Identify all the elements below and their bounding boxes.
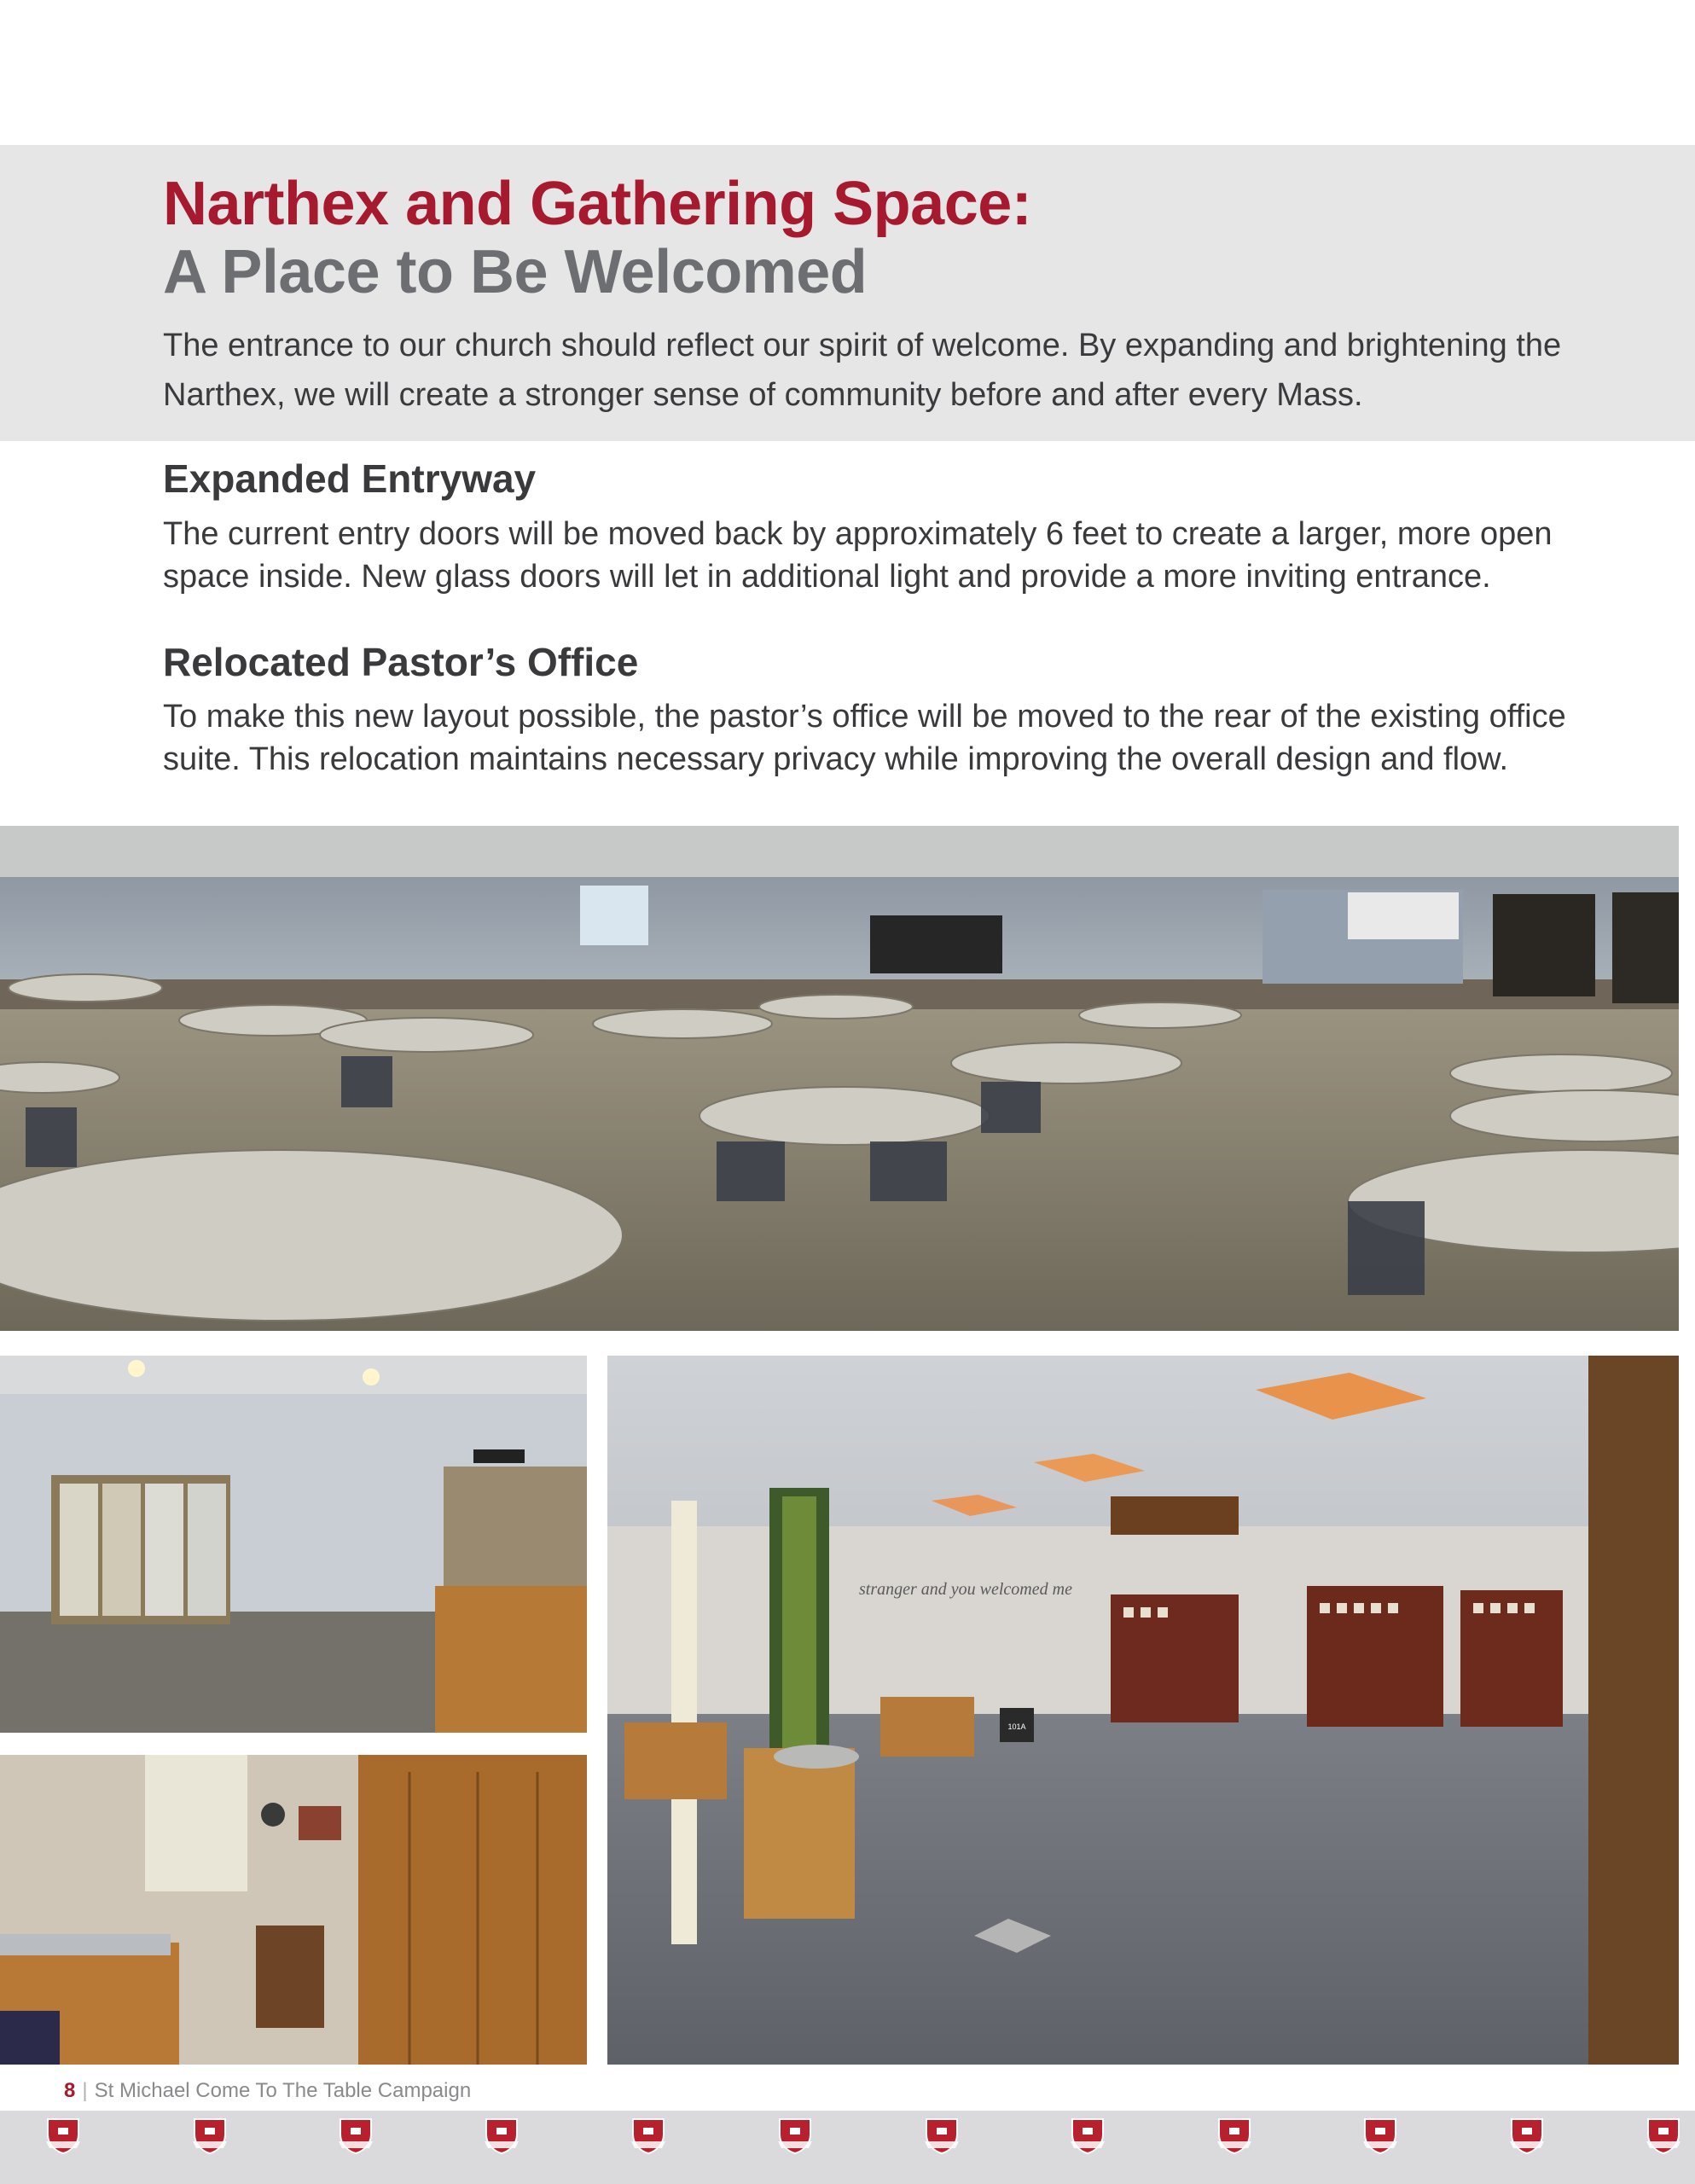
parish-crest-logo (1361, 2116, 1399, 2155)
narthex-wall-inscription: stranger and you welcomed me (859, 1580, 1072, 1599)
campaign-name: St Michael Come To The Table Campaign (94, 2079, 472, 2102)
parish-crest-logo (1069, 2116, 1106, 2155)
narthex-room-number: 101A (1007, 1722, 1026, 1731)
parish-crest-logo (776, 2116, 814, 2155)
parish-crest-logo (191, 2116, 229, 2155)
section-heading-expanded-entryway: Expanded Entryway (163, 456, 537, 501)
intro-paragraph: The entrance to our church should reflect our spirit of welcome. By expanding and brightening the Narthex, we will create a stronger sense of community before and after every Mass. (163, 328, 1562, 413)
section-body-expanded-entryway: The current entry doors will be moved back by approximately 6 feet to create a larger, more open space inside. New glass doors will let in additional light and provide a more inviting entrance. (163, 516, 1553, 595)
page-title: Narthex and Gathering Space: (163, 170, 1032, 238)
parish-crest-logo (923, 2116, 961, 2155)
section-body-relocated-office: To make this new layout possible, the pastor’s office will be moved to the rear of the existing office suite. This relocation maintains necessary privacy while improving the overall design and flow. (163, 699, 1566, 777)
photo-office-lobby (0, 1356, 587, 1733)
page-subtitle: A Place to Be Welcomed (163, 238, 868, 306)
photo-office-cabinets (0, 1755, 587, 2065)
page-number: 8 (64, 2079, 76, 2102)
photo-narthex (607, 1356, 1679, 2065)
parish-crest-logo (1216, 2116, 1253, 2155)
parish-crest-logo (337, 2116, 374, 2155)
parish-crest-logo (630, 2116, 667, 2155)
parish-crest-logo (1508, 2116, 1546, 2155)
footer-band (0, 2111, 1695, 2184)
footer-caption: 8 | St Michael Come To The Table Campaign (64, 2079, 472, 2102)
parish-crest-logo (44, 2116, 82, 2155)
parish-crest-logo (483, 2116, 520, 2155)
section-heading-relocated-office: Relocated Pastor’s Office (163, 640, 639, 684)
photo-gathering-hall (0, 826, 1679, 1331)
parish-crest-logo (1645, 2116, 1682, 2155)
